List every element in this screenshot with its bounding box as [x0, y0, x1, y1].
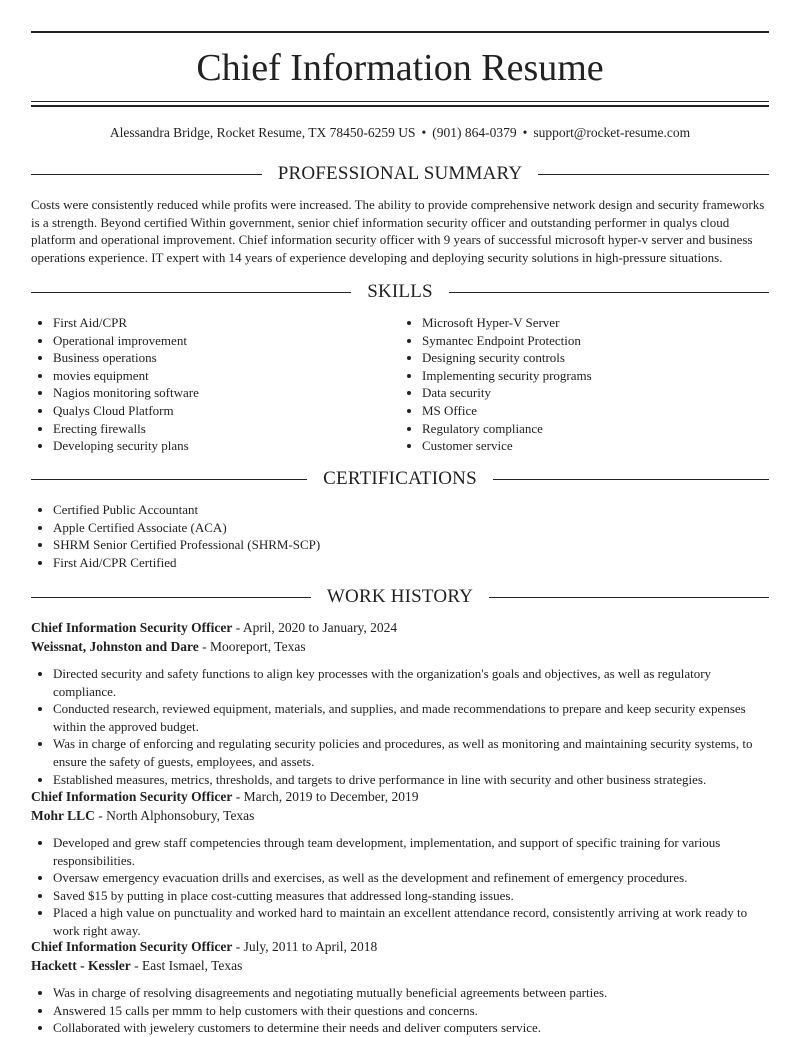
job-location: - Mooreport, Texas	[198, 639, 306, 654]
skill-item: • Erecting firewalls	[53, 420, 400, 438]
job-company-line	[31, 638, 769, 656]
job-company-line	[31, 807, 769, 825]
summary-paragraph: Costs were consistently reduced while profits were increased. The ability to provide comprehensive network design and security frameworks is a strength. Beyond certified Within government, senior chief information security officer and outstanding performer in qualys cloud platform and operational improvement. Chief information security officer with 9 years of successful microsoft hyper-v server and business operations experience. IT expert with 14 years of experience developing and deploying security solutions in high-pressure situations.	[31, 197, 765, 265]
resume-title: Chief Information Resume	[196, 47, 604, 89]
top-rule	[31, 31, 769, 33]
certification-item: • Apple Certified Associate (ACA)	[53, 519, 769, 537]
job-bullet-item: • Conducted research, reviewed equipment, materials, and supplies, and made recommendations to prepare and keep security expenses within the approved budget.	[53, 700, 769, 735]
skill-item: • Customer service	[422, 437, 769, 455]
job-bullets	[31, 834, 769, 940]
job-bullet-item: • Was in charge of enforcing and regulating security policies and procedures, as well as monitoring and maintaining security systems, to ensure the safety of guests, employees, and assets.	[53, 735, 769, 770]
certifications-list	[31, 501, 769, 571]
section-title-work: WORK HISTORY	[326, 586, 474, 607]
job-company-line	[31, 957, 769, 975]
job-entry	[31, 619, 769, 788]
section-rule	[31, 174, 262, 175]
certifications-block	[31, 501, 769, 571]
job-bullet-item: • Developed and grew staff competencies through team development, implementation, and support of specific training for various responsibilities.	[53, 834, 769, 869]
job-dates: - March, 2019 to December, 2019	[232, 789, 419, 804]
contact-separator: •	[421, 125, 427, 140]
job-bullet-item: • Oversaw emergency evacuation drills and exercises, as well as the development and refinement of emergency procedures.	[53, 869, 769, 887]
job-company: Mohr LLC	[31, 808, 95, 823]
job-bullet-item: • Answered 15 calls per mmm to help customers with their questions and concerns.	[53, 1002, 769, 1020]
skill-item: • Data security	[422, 384, 769, 402]
certification-item: • First Aid/CPR Certified	[53, 554, 769, 572]
section-rule	[489, 597, 769, 598]
contact-line	[31, 124, 769, 142]
contact-phone: (901) 864-0379	[432, 125, 517, 140]
job-role-line	[31, 938, 769, 956]
skill-item: • First Aid/CPR	[53, 314, 400, 332]
skill-item: • Qualys Cloud Platform	[53, 402, 400, 420]
section-rule	[538, 174, 769, 175]
section-rule	[31, 597, 311, 598]
title-double-rule	[31, 101, 769, 107]
certification-item: • Certified Public Accountant	[53, 501, 769, 519]
contact-email: support@rocket-resume.com	[533, 125, 691, 140]
contact-separator: •	[522, 125, 528, 140]
job-title: Chief Information Security Officer	[31, 939, 233, 954]
skill-item: • Designing security controls	[422, 349, 769, 367]
job-entry	[31, 938, 769, 1037]
skill-item: • Business operations	[53, 349, 400, 367]
section-rule	[493, 479, 769, 480]
section-title-skills: SKILLS	[367, 281, 433, 302]
skill-item: • Nagios monitoring software	[53, 384, 400, 402]
job-bullet-item: • Collaborated with jewelery customers to determine their needs and deliver computers service.	[53, 1019, 769, 1037]
job-dates: - July, 2011 to April, 2018	[232, 939, 378, 954]
section-title-summary: PROFESSIONAL SUMMARY	[277, 163, 523, 184]
job-bullets	[31, 984, 769, 1037]
job-location: - East Ismael, Texas	[130, 958, 243, 973]
section-header-certifications	[31, 467, 769, 491]
job-bullet-item: • Directed security and safety functions to align key processes with the organization's goals and objectives, as well as regulatory compliance.	[53, 665, 769, 700]
job-bullet-item: • Established measures, metrics, thresholds, and targets to drive performance in line with security and other business strategies.	[53, 771, 769, 789]
skills-columns	[31, 314, 769, 455]
section-header-skills	[31, 280, 769, 304]
job-role-line	[31, 619, 769, 637]
certification-item: • SHRM Senior Certified Professional (SHRM-SCP)	[53, 536, 769, 554]
section-title-certifications: CERTIFICATIONS	[323, 468, 477, 489]
skills-list-right	[400, 314, 769, 455]
job-dates: - April, 2020 to January, 2024	[232, 620, 398, 635]
skill-item: • Microsoft Hyper-V Server	[422, 314, 769, 332]
skills-list-left	[31, 314, 400, 455]
contact-name-address: Alessandra Bridge, Rocket Resume, TX 78450-6259 US	[109, 125, 416, 140]
section-rule	[449, 292, 769, 293]
section-rule	[31, 479, 307, 480]
skill-item: • Symantec Endpoint Protection	[422, 332, 769, 350]
job-location: - North Alphonsobury, Texas	[94, 808, 255, 823]
job-bullet-item: • Saved $15 by putting in place cost-cutting measures that addressed long-standing issues.	[53, 887, 769, 905]
skill-item: • movies equipment	[53, 367, 400, 385]
skill-item: • Implementing security programs	[422, 367, 769, 385]
job-title: Chief Information Security Officer	[31, 620, 233, 635]
section-header-summary	[31, 162, 769, 186]
section-rule	[31, 292, 351, 293]
section-header-work	[31, 585, 769, 609]
skill-item: • Developing security plans	[53, 437, 400, 455]
job-bullet-item: • Was in charge of resolving disagreements and negotiating mutually beneficial agreements between parties.	[53, 984, 769, 1002]
skill-item: • Operational improvement	[53, 332, 400, 350]
job-role-line	[31, 788, 769, 806]
skill-item: • MS Office	[422, 402, 769, 420]
job-company: Weissnat, Johnston and Dare	[31, 639, 199, 654]
job-bullet-item: • Placed a high value on punctuality and worked hard to maintain an excellent attendance record, consistently arriving at work ready to work right away.	[53, 904, 769, 939]
job-bullets	[31, 665, 769, 788]
job-entry	[31, 788, 769, 940]
job-title: Chief Information Security Officer	[31, 789, 233, 804]
job-company: Hackett - Kessler	[31, 958, 131, 973]
skill-item: • Regulatory compliance	[422, 420, 769, 438]
